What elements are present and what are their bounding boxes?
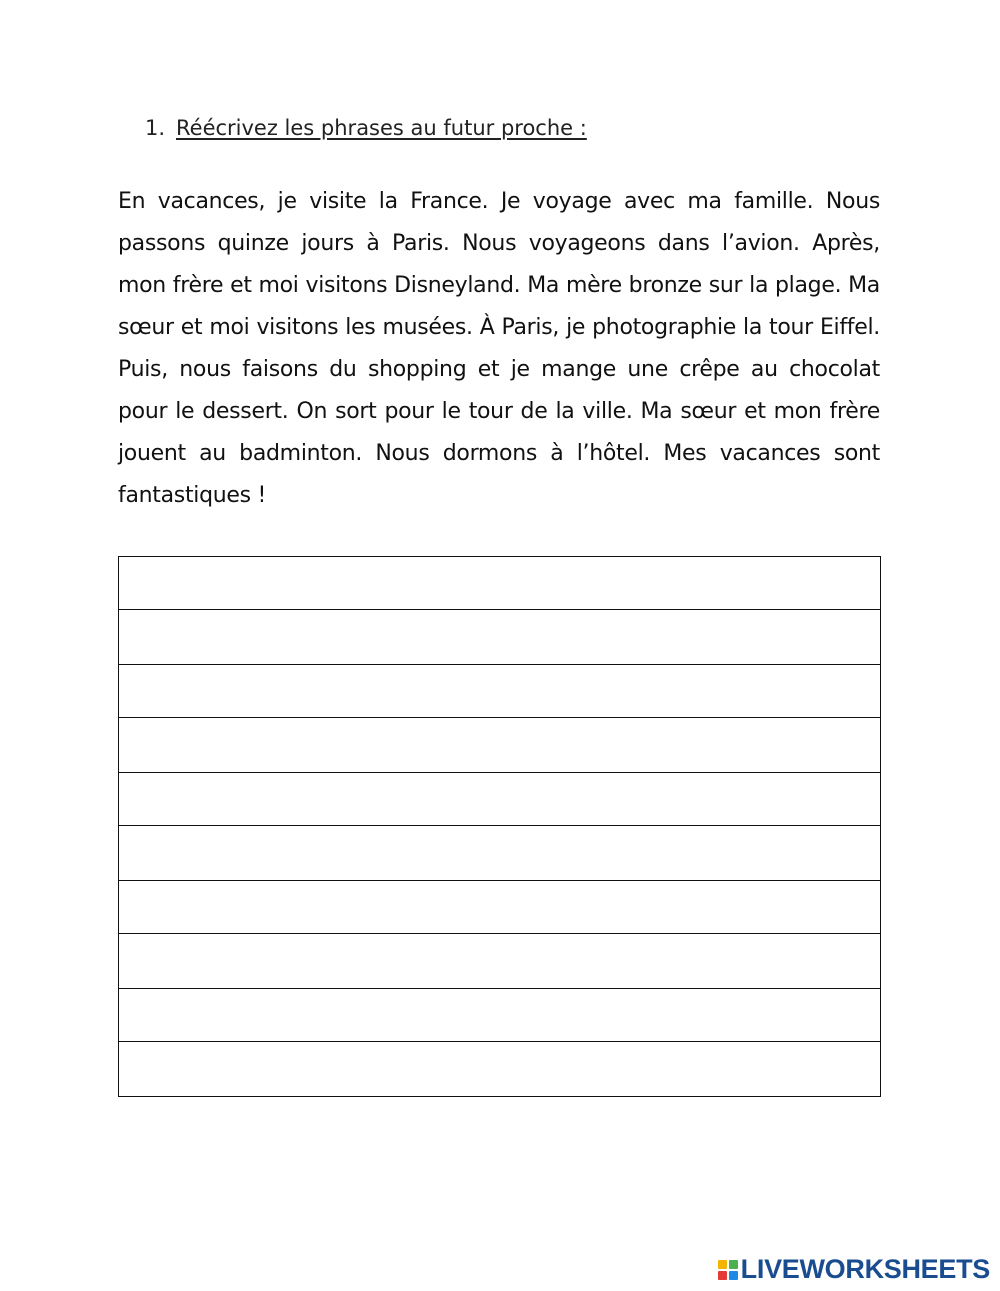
answer-cell bbox=[119, 773, 881, 826]
exercise-number: 1. bbox=[145, 116, 166, 140]
answer-input-6[interactable] bbox=[119, 826, 880, 880]
liveworksheets-logo-icon bbox=[718, 1260, 738, 1280]
answer-input-7[interactable] bbox=[119, 881, 880, 933]
answer-cell bbox=[119, 989, 881, 1042]
answer-cell bbox=[119, 881, 881, 934]
answer-row bbox=[119, 881, 881, 934]
answer-input-4[interactable] bbox=[119, 718, 880, 772]
answer-cell bbox=[119, 557, 881, 610]
logo-square-yellow bbox=[718, 1260, 727, 1269]
answer-cell bbox=[119, 826, 881, 881]
answer-input-9[interactable] bbox=[119, 989, 880, 1041]
exercise-title: Réécrivez les phrases au futur proche : bbox=[176, 116, 587, 140]
logo-square-blue bbox=[729, 1271, 738, 1280]
answer-input-1[interactable] bbox=[119, 557, 880, 609]
answer-row bbox=[119, 934, 881, 989]
answer-row bbox=[119, 773, 881, 826]
answer-cell bbox=[119, 610, 881, 665]
answer-cell bbox=[119, 934, 881, 989]
answer-row bbox=[119, 1042, 881, 1097]
answer-row bbox=[119, 665, 881, 718]
passage-text: En vacances, je visite la France. Je voyage avec ma famille. Nous passons quinze jours à Paris. Nous voyageons dans l’avion. Après, mon frère et moi visitons Disneyland. Ma mère bronze sur la plage. Ma sœur et moi visitons les musées. À Paris, je photographie la tour Eiffel. Puis, nous faisons du shopping et je mange une crêpe au chocolat pour le dessert. On sort pour le tour de la ville. Ma sœur et mon frère jouent au badminton. Nous dormons à l’hôtel. Mes vacances sont fantastiques ! bbox=[118, 189, 880, 508]
answer-row bbox=[119, 826, 881, 881]
answer-input-10[interactable] bbox=[119, 1042, 880, 1096]
logo-square-red bbox=[718, 1271, 727, 1280]
brand-name: LIVEWORKSHEETS bbox=[740, 1254, 990, 1284]
answer-cell bbox=[119, 665, 881, 718]
answer-row bbox=[119, 718, 881, 773]
answer-input-5[interactable] bbox=[119, 773, 880, 825]
answer-input-3[interactable] bbox=[119, 665, 880, 717]
answer-cell bbox=[119, 1042, 881, 1097]
answer-row bbox=[119, 989, 881, 1042]
answer-table bbox=[118, 556, 881, 1097]
logo-square-green bbox=[729, 1260, 738, 1269]
answer-row bbox=[119, 557, 881, 610]
liveworksheets-brand bbox=[718, 1254, 990, 1285]
answer-input-2[interactable] bbox=[119, 610, 880, 664]
answer-cell bbox=[119, 718, 881, 773]
answer-row bbox=[119, 610, 881, 665]
answer-input-8[interactable] bbox=[119, 934, 880, 988]
exercise-instruction bbox=[145, 116, 587, 140]
